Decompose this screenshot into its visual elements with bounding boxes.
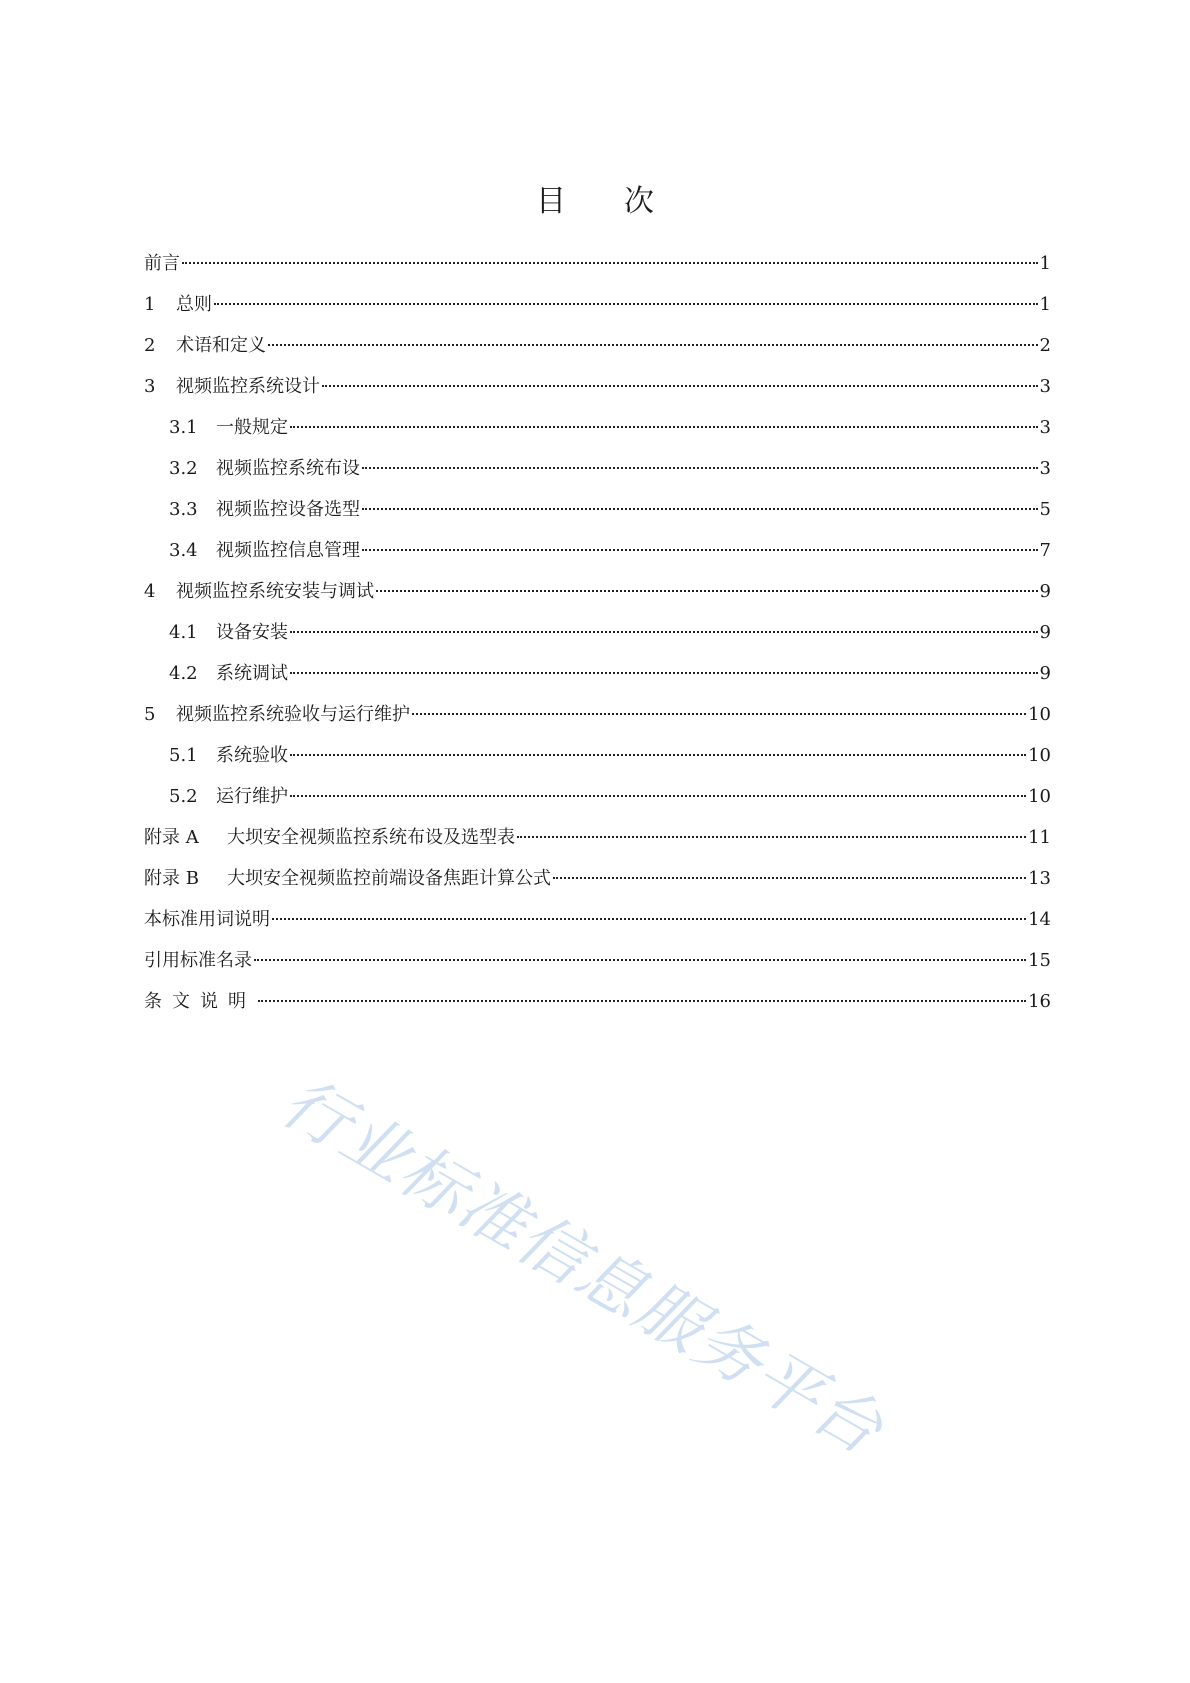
toc-entry-page: 14 [1028,909,1051,930]
toc-entry-page: 10 [1028,786,1051,807]
toc-entry-label: 条文说明 [144,991,256,1012]
toc-entry-label: 总则 [176,294,212,315]
toc-entry[interactable] [144,785,1051,826]
toc-entry-number: 3 [144,376,156,397]
toc-entry[interactable] [144,949,1051,990]
toc-dot-leader [290,754,1026,756]
toc-dot-leader [362,508,1038,510]
toc-dot-leader [517,836,1026,838]
toc-entry-label: 视频监控设备选型 [216,499,360,520]
toc-entry-page: 13 [1028,868,1051,889]
toc-entry-label: 大坝安全视频监控前端设备焦距计算公式 [227,868,551,889]
toc-entry-label: 视频监控系统设计 [176,376,320,397]
toc-dot-leader [290,795,1026,797]
toc-entry-page: 7 [1039,540,1051,561]
toc-entry[interactable] [144,539,1051,580]
toc-entry-label: 大坝安全视频监控系统布设及选型表 [227,827,515,848]
toc-entry[interactable] [144,703,1051,744]
toc-entry-number: 1 [144,294,156,315]
toc-dot-leader [290,631,1038,633]
toc-entry-number: 4 [144,581,156,602]
toc-entry-label: 系统验收 [216,745,288,766]
title-left: 目 [536,184,566,219]
toc-entry[interactable] [144,334,1051,375]
toc-dot-leader [553,877,1026,879]
toc-entry-label: 前言 [144,253,180,274]
toc-entry-label: 视频监控信息管理 [216,540,360,561]
toc-entry[interactable] [144,293,1051,334]
toc-entry-number: 附录 A [144,827,199,848]
toc-entry-page: 10 [1028,745,1051,766]
toc-entry-page: 1 [1039,294,1051,315]
toc-entry-number: 4.2 [169,663,198,684]
toc-entry-page: 9 [1039,622,1051,643]
toc-entry-number: 2 [144,335,156,356]
toc-entry[interactable] [144,990,1051,1031]
toc-dot-leader [376,590,1038,592]
toc-entry[interactable] [144,498,1051,539]
toc-entry[interactable] [144,744,1051,785]
toc-entry[interactable] [144,457,1051,498]
toc-entry-page: 10 [1028,704,1051,725]
toc-entry-page: 2 [1039,335,1051,356]
toc-entry-label: 引用标准名录 [144,950,252,971]
page-title [0,176,1190,220]
toc-entry-number: 3.3 [169,499,198,520]
toc-entry-number: 4.1 [169,622,198,643]
toc-entry[interactable] [144,252,1051,293]
table-of-contents [144,252,1051,1031]
toc-entry[interactable] [144,375,1051,416]
toc-dot-leader [254,959,1026,961]
toc-entry-number: 3.1 [169,417,198,438]
toc-entry-page: 5 [1039,499,1051,520]
toc-entry-label: 设备安装 [216,622,288,643]
toc-entry[interactable] [144,826,1051,867]
toc-entry-page: 16 [1028,991,1051,1012]
toc-entry-page: 15 [1028,950,1051,971]
toc-entry[interactable] [144,908,1051,949]
toc-dot-leader [272,918,1026,920]
toc-entry-page: 9 [1039,581,1051,602]
toc-entry-label: 系统调试 [216,663,288,684]
toc-entry-number: 5.2 [169,786,198,807]
toc-entry-page: 3 [1039,376,1051,397]
toc-dot-leader [362,467,1038,469]
toc-entry-label: 运行维护 [216,786,288,807]
toc-entry-number: 5.1 [169,745,198,766]
toc-entry-page: 9 [1039,663,1051,684]
toc-dot-leader [412,713,1026,715]
toc-entry[interactable] [144,662,1051,703]
toc-dot-leader [268,344,1038,346]
toc-dot-leader [290,672,1038,674]
toc-entry[interactable] [144,867,1051,908]
toc-entry-label: 一般规定 [216,417,288,438]
toc-entry-number: 3.2 [169,458,198,479]
toc-entry-label: 视频监控系统布设 [216,458,360,479]
toc-entry-page: 11 [1028,827,1051,848]
watermark: 行业标准信息服务平台 [269,1062,897,1470]
toc-entry[interactable] [144,621,1051,662]
toc-dot-leader [182,262,1038,264]
toc-entry-page: 3 [1039,417,1051,438]
toc-dot-leader [258,1000,1026,1002]
toc-entry-page: 3 [1039,458,1051,479]
toc-dot-leader [362,549,1038,551]
toc-entry[interactable] [144,580,1051,621]
toc-entry-page: 1 [1039,253,1051,274]
toc-dot-leader [290,426,1038,428]
toc-entry-label: 本标准用词说明 [144,909,270,930]
title-right: 次 [624,184,654,219]
toc-entry[interactable] [144,416,1051,457]
toc-dot-leader [322,385,1038,387]
toc-entry-label: 视频监控系统安装与调试 [176,581,374,602]
toc-dot-leader [214,303,1038,305]
toc-entry-number: 附录 B [144,868,199,889]
toc-entry-label: 术语和定义 [176,335,266,356]
toc-entry-number: 5 [144,704,156,725]
toc-entry-number: 3.4 [169,540,198,561]
toc-entry-label: 视频监控系统验收与运行维护 [176,704,410,725]
